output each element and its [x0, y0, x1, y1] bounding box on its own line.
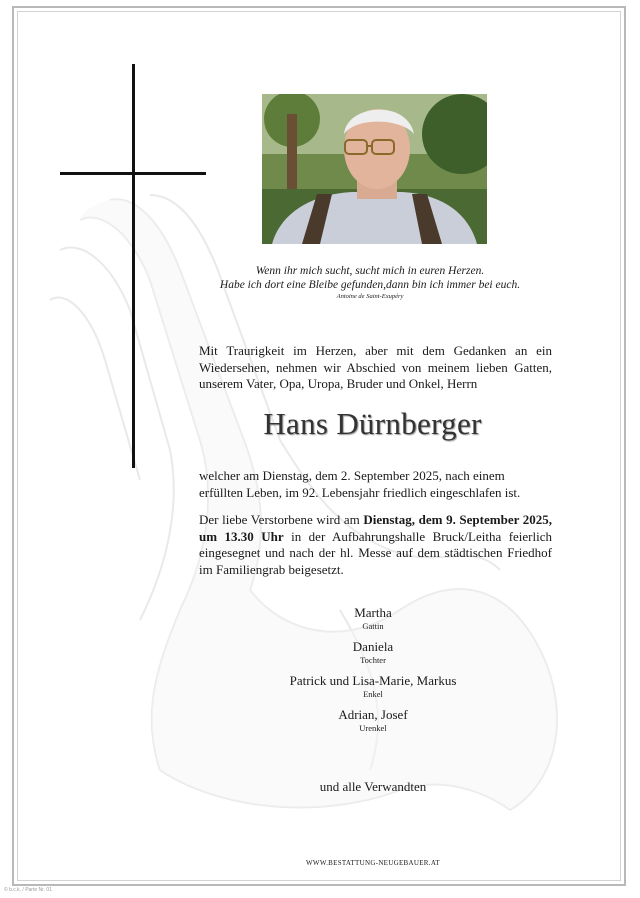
- mourner-entry: [200, 638, 546, 666]
- mourner-name: Adrian, Josef: [338, 707, 408, 722]
- mourner-entry: [200, 672, 546, 700]
- funeral-prefix: Der liebe Verstorbene wird am: [199, 512, 364, 527]
- cross-horizontal-beam: [60, 172, 206, 175]
- website-link[interactable]: WWW.BESTATTUNG-NEUGEBAUER.AT: [306, 859, 440, 867]
- funeral-rest: in der Aufbahrungshalle Bruck/Leitha feierlich eingesegnet und nach der hl. Messe auf dem städtischen Friedhof im Familiengrab beigesetzt.: [199, 528, 552, 577]
- quote-line-2: Habe ich dort eine Bleibe gefunden,dann bin ich immer bei euch.: [219, 279, 521, 291]
- mourner-relation: Tochter: [360, 655, 386, 665]
- deceased-name: Hans Dürnberger: [263, 406, 482, 441]
- mourners-list: [200, 604, 546, 740]
- funeral-text: [199, 512, 552, 578]
- death-text: welcher am Dienstag, dem 2. September 2025, nach einem erfüllten Leben, im 92. Lebensjahr friedlich eingeschlafen ist.: [199, 468, 521, 500]
- closing-line: und alle Verwandten: [319, 779, 427, 794]
- mourner-relation: Gattin: [362, 621, 384, 631]
- mourner-name: Patrick und Lisa-Marie, Markus: [289, 673, 457, 688]
- mourner-name: Daniela: [352, 639, 394, 654]
- mourner-entry: [200, 706, 546, 734]
- funeral-date: Dienstag, dem 9. September 2025,: [363, 512, 552, 527]
- portrait-photo: [262, 94, 487, 244]
- funeral-time: um 13.30 Uhr: [199, 528, 284, 544]
- mourner-name: Martha: [354, 605, 392, 620]
- quote-author: Antoine de Saint-Exupéry: [336, 293, 404, 300]
- cross-vertical-beam: [132, 64, 135, 468]
- mourner-relation: Enkel: [363, 689, 383, 699]
- footnote: © b.c.k. / Parte Nr. 01: [4, 887, 52, 893]
- intro-text: Mit Traurigkeit im Herzen, aber mit dem Gedanken an ein Wiedersehen, nehmen wir Abschied von meinem lieben Gatten, unserem Vater, Opa, Uropa, Bruder und Onkel, Herrn: [199, 343, 552, 391]
- mourner-entry: [200, 604, 546, 632]
- mourner-relation: Urenkel: [359, 723, 387, 733]
- memorial-quote: [180, 264, 560, 301]
- quote-line-1: Wenn ihr mich sucht, sucht mich in euren Herzen.: [255, 265, 485, 277]
